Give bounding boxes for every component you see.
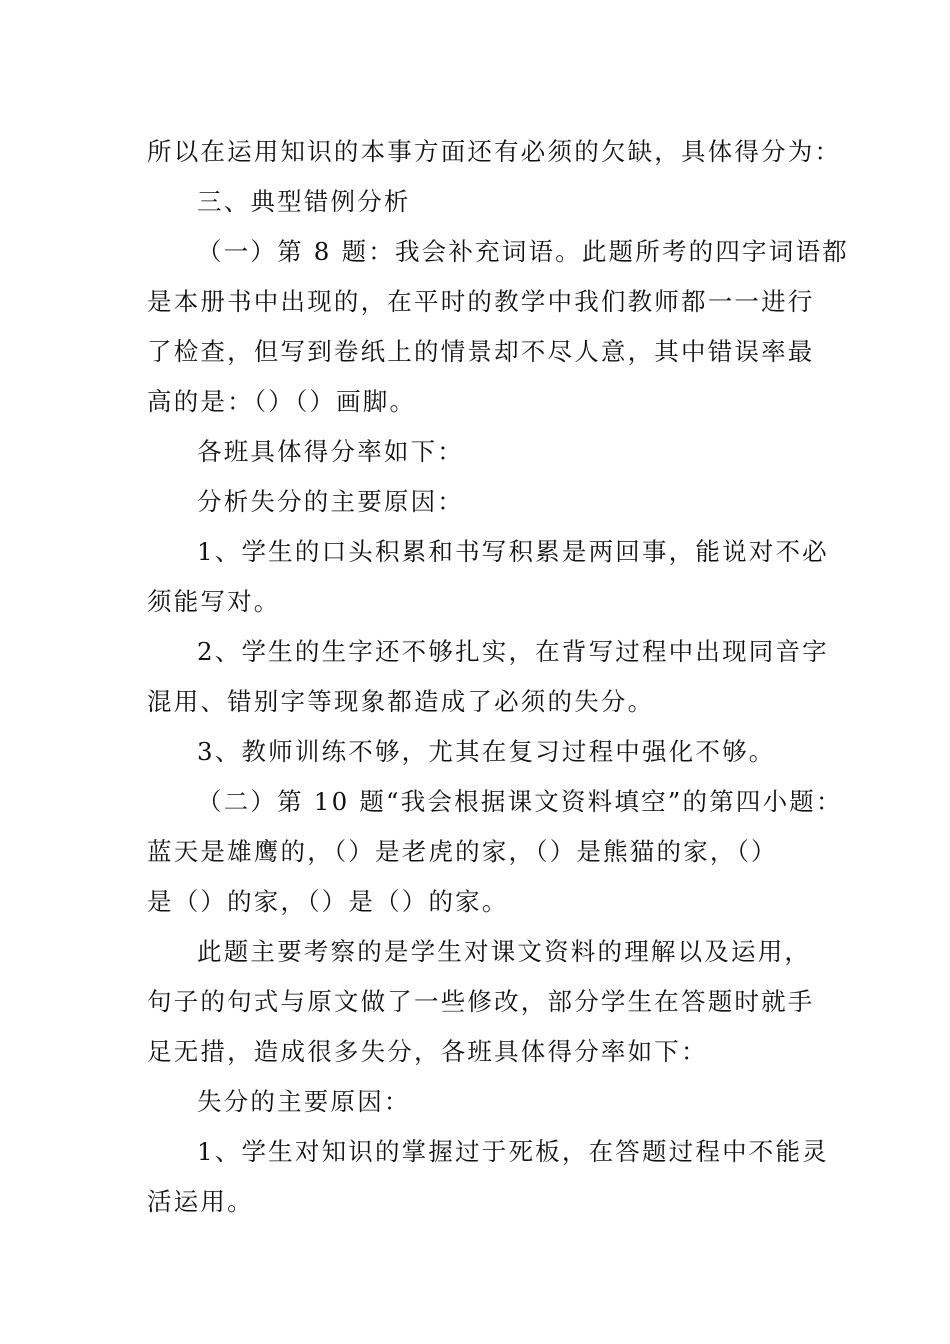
text-line: 此题主要考察的是学生对课文资料的理解以及运用， xyxy=(197,937,812,966)
text-line: 1、学生的口头积累和书写积累是两回事，能说对不必 xyxy=(197,537,829,566)
text-line: 各班具体得分率如下： xyxy=(197,437,464,466)
text-line: 失分的主要原因： xyxy=(197,1087,411,1116)
text-line: 是本册书中出现的，在平时的教学中我们教师都一一进行 xyxy=(147,287,815,316)
section-heading: 三、典型错例分析 xyxy=(197,187,411,216)
text-line: 所以在运用知识的本事方面还有必须的欠缺，具体得分为： xyxy=(147,137,842,166)
text-line: 句子的句式与原文做了一些修改，部分学生在答题时就手 xyxy=(147,987,815,1016)
text-line: （二）第 10 题“我会根据课文资料填空”的第四小题： xyxy=(197,787,843,816)
text-line: 足无措，造成很多失分，各班具体得分率如下： xyxy=(147,1037,708,1066)
text-line: 须能写对。 xyxy=(147,587,281,616)
text-line: 是（）的家，（）是（）的家。 xyxy=(147,887,509,916)
text-line: 3、教师训练不够，尤其在复习过程中强化不够。 xyxy=(197,737,776,766)
text-line: （一）第 8 题：我会补充词语。此题所考的四字词语都 xyxy=(197,237,849,266)
text-line: 了检查，但写到卷纸上的情景却不尽人意，其中错误率最 xyxy=(147,337,815,366)
text-line: 高的是：（）（）画脚。 xyxy=(147,387,417,416)
text-line: 混用、错别字等现象都造成了必须的失分。 xyxy=(147,687,655,716)
text-line: 2、学生的生字还不够扎实，在背写过程中出现同音字 xyxy=(197,637,829,666)
text-line: 分析失分的主要原因： xyxy=(197,487,464,516)
text-line: 活运用。 xyxy=(147,1187,254,1216)
text-line: 1、学生对知识的掌握过于死板，在答题过程中不能灵 xyxy=(197,1137,829,1166)
text-line: 蓝天是雄鹰的，（）是老虎的家，（）是熊猫的家，（） xyxy=(147,837,778,866)
